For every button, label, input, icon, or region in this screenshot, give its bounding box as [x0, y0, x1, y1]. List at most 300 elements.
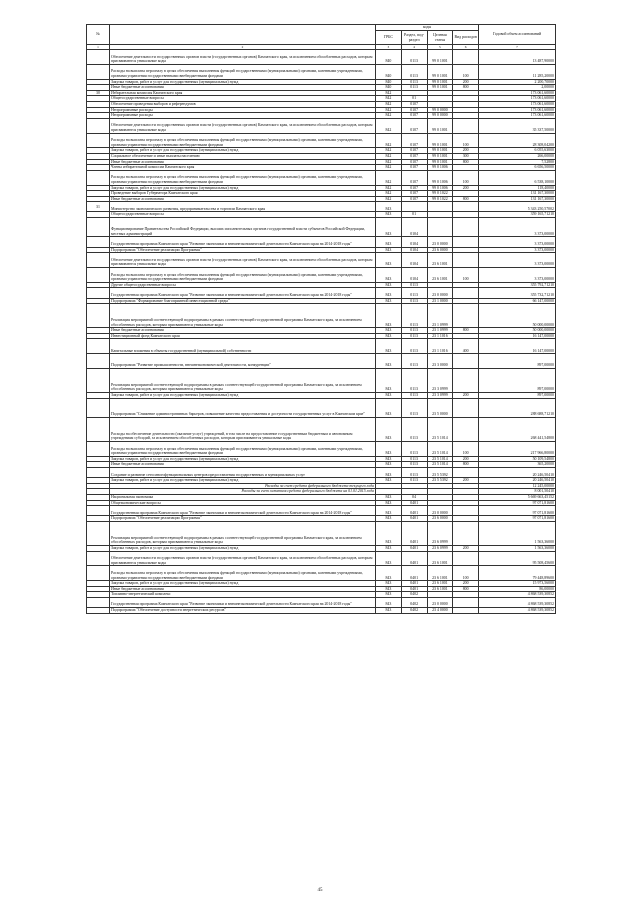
row-grbs: 843 [376, 237, 402, 247]
row-name: Функционирование Правительства Российской Федерации, высших исполнительных органов государственной власти субъектов Российской Федерации, местных администраций [110, 218, 376, 237]
row-razdel: 0401 [401, 581, 427, 587]
row-sum: 897,00000 [479, 354, 556, 369]
row-number [87, 118, 110, 133]
row-sum: 355 732,71210 [479, 288, 556, 298]
row-vid: 200 [453, 185, 479, 191]
row-name: Реализация мероприятий соответствующей подпрограммы в рамках соответствующей государственной программы Камчатского края, за исключением обособленных расходов, которым присваиваются уникальные коды [110, 369, 376, 393]
col-index: 4 [401, 45, 427, 50]
row-celevaya: 23 6 0000 [427, 247, 453, 253]
col-index: 7 [479, 45, 556, 50]
row-grbs: 843 [376, 282, 402, 288]
row-razdel: 0107 [401, 165, 427, 171]
table-row [87, 597, 556, 607]
row-vid [453, 417, 479, 441]
row-vid: 200 [453, 79, 479, 85]
row-grbs: 840 [376, 85, 402, 91]
row-razdel: 04 [401, 494, 427, 500]
row-sum: 16 147,00000 [479, 339, 556, 354]
row-vid [453, 521, 479, 545]
table-row [87, 202, 556, 212]
row-number [87, 339, 110, 354]
row-sum: 97 071,81600 [479, 516, 556, 522]
row-vid [453, 551, 479, 566]
row-name: Закупка товаров, работ и услуг для государственных (муниципальных) нужд [110, 581, 376, 587]
col-index: 6 [453, 45, 479, 50]
row-razdel [401, 202, 427, 212]
row-celevaya: 23 1 1016 [427, 333, 453, 339]
row-celevaya: 23 0 0000 [427, 288, 453, 298]
row-grbs: 840 [376, 64, 402, 79]
row-name: Подпрограмма "Обеспечение реализации Программы" [110, 247, 376, 253]
row-sum: 35 337,50000 [479, 118, 556, 133]
row-razdel: 0107 [401, 118, 427, 133]
col-vid-header: Вид расходов [453, 31, 479, 45]
row-number [87, 608, 110, 614]
col-celevaya-header: Целевая статья [427, 31, 453, 45]
row-name: Расходы на выплаты персоналу в целях обеспечения выполнения функций государственными (муниципальными) органами, казенными учреждениями, органами управления государственными внебюджетными фондами [110, 64, 376, 79]
row-sum: 118,40000 [479, 185, 556, 191]
row-razdel: 0402 [401, 597, 427, 607]
row-sum: 6 055,63000 [479, 148, 556, 154]
row-number [87, 170, 110, 185]
row-name: Закупка товаров, работ и услуг для государственных (муниципальных) нужд [110, 148, 376, 154]
row-sum: 365,20000 [479, 462, 556, 468]
row-name: Другие общегосударственные вопросы [110, 282, 376, 288]
row-sum: 11 285,20000 [479, 64, 556, 79]
row-number [87, 369, 110, 393]
row-razdel: 0113 [401, 467, 427, 477]
table-row [87, 398, 556, 417]
col-num-header: № [87, 25, 110, 45]
row-razdel: 0402 [401, 592, 427, 598]
row-name: Члены избирательной комиссии Камчатского края [110, 165, 376, 171]
row-vid: 800 [453, 85, 479, 91]
row-grbs: 843 [376, 586, 402, 592]
row-sum: 173 061,60000 [479, 90, 556, 96]
table-row [87, 417, 556, 441]
table-row [87, 566, 556, 581]
row-name: Иные бюджетные ассигнования [110, 586, 376, 592]
row-name: Инвестиционный фонд Камчатского края [110, 333, 376, 339]
row-razdel: 0401 [401, 516, 427, 522]
row-grbs: 843 [376, 398, 402, 417]
row-grbs: 843 [376, 304, 402, 328]
row-vid: 400 [453, 339, 479, 354]
row-name: Иные бюджетные ассигнования [110, 462, 376, 468]
row-number [87, 441, 110, 456]
row-name: Государственная программа Камчатского края "Развитие экономики и внешнеэкономической деятельности Камчатского края на 2014-2018 годы" [110, 237, 376, 247]
row-celevaya: 23 5 1014 [427, 417, 453, 441]
row-razdel: 0107 [401, 153, 427, 159]
row-vid [453, 218, 479, 237]
row-name: Расходы на выплаты персоналу в целях обеспечения выполнения функций государственными (муниципальными) органами, казенными учреждениями, органами управления государственными внебюджетными фондами [110, 170, 376, 185]
row-celevaya: 23 1 0999 [427, 328, 453, 334]
table-row [87, 369, 556, 393]
row-celevaya: 99 0 1001 [427, 85, 453, 91]
row-celevaya [427, 202, 453, 212]
row-celevaya: 99 0 1022 [427, 191, 453, 197]
row-grbs: 843 [376, 354, 402, 369]
row-vid [453, 304, 479, 328]
row-razdel: 0401 [401, 566, 427, 581]
row-name: Подпрограмма "Обеспечение доступности энергетических ресурсов" [110, 608, 376, 614]
col-index: 1 [87, 45, 110, 50]
row-name: Расходы на выплаты персоналу в целях обеспечения выполнения функций государственными (муниципальными) органами, казенными учреждениями, органами управления государственными внебюджетными фондами [110, 133, 376, 148]
row-vid [453, 237, 479, 247]
row-grbs: 842 [376, 196, 402, 202]
row-vid [453, 369, 479, 393]
row-name: Общегосударственные вопросы [110, 96, 376, 102]
row-sum: 50 109,54800 [479, 456, 556, 462]
row-number [87, 566, 110, 581]
row-name: Расходы на выплаты персоналу в целях обеспечения выполнения функций государственными (муниципальными) органами, казенными учреждениями, органами управления государственными внебюджетными фондами [110, 441, 376, 456]
row-name: Иные бюджетные ассигнования [110, 328, 376, 334]
row-name: Обеспечение деятельности государственных органов власти (государственных органов) Камчатского края, за исключением обособленных расходов, которым присваиваются уникальные коды [110, 50, 376, 65]
row-grbs: 843 [376, 494, 402, 500]
row-sum: 7,52800 [479, 159, 556, 165]
row-vid: 200 [453, 148, 479, 154]
row-sum: 217 966,80000 [479, 441, 556, 456]
table-row [87, 304, 556, 328]
row-name: Реализация мероприятий соответствующей подпрограммы в рамках соответствующей государственной программы Камчатского края, за исключением обособленных расходов, которым присваиваются уникальные коды [110, 521, 376, 545]
row-name: Непрограммные расходы [110, 113, 376, 119]
row-name: Расходы на обеспечение деятельности (оказание услуг) учреждений, в том числе на предоставление государственным бюджетным и автономным учреждениям субсидий, за исключением обособленных расходов, которым присваиваются уникальные коды [110, 417, 376, 441]
row-number [87, 218, 110, 237]
row-celevaya: 99 0 1001 [427, 133, 453, 148]
table-row [87, 339, 556, 354]
table-row [87, 506, 556, 516]
row-celevaya: 99 0 0000 [427, 107, 453, 113]
row-grbs: 843 [376, 333, 402, 339]
row-razdel: 0113 [401, 393, 427, 399]
row-sum: 131 167,30000 [479, 196, 556, 202]
table-row [87, 50, 556, 65]
row-sum: 97 071,81600 [479, 506, 556, 516]
table-row [87, 133, 556, 148]
row-grbs: 843 [376, 253, 402, 268]
row-celevaya: 23 6 1001 [427, 253, 453, 268]
row-grbs: 843 [376, 369, 402, 393]
row-celevaya: 99 0 1006 [427, 165, 453, 171]
row-sum: 50 000,00000 [479, 304, 556, 328]
row-sum: 4 868 539,30852 [479, 597, 556, 607]
row-grbs: 842 [376, 153, 402, 159]
row-celevaya: 23 1 1016 [427, 339, 453, 354]
row-name: Закупка товаров, работ и услуг для государственных (муниципальных) нужд [110, 393, 376, 399]
row-razdel: 0401 [401, 521, 427, 545]
table-row [87, 467, 556, 477]
row-vid [453, 202, 479, 212]
row-name: Обеспечение деятельности государственных органов власти (государственных органов) Камчатского края, за исключением обособленных расходов, которым присваиваются уникальные коды [110, 253, 376, 268]
row-number [87, 506, 110, 516]
row-grbs: 843 [376, 566, 402, 581]
row-name: Социальное обеспечение и иные выплаты населению [110, 153, 376, 159]
row-sum: 1 563,36000 [479, 545, 556, 551]
row-razdel: 0107 [401, 133, 427, 148]
row-razdel: 0402 [401, 608, 427, 614]
row-sum: 28 308,04200 [479, 133, 556, 148]
row-name: Расходы за счет остатков средств федерального бюджета на 01.01.2015 года [110, 489, 376, 495]
row-razdel: 0104 [401, 268, 427, 283]
row-vid: 100 [453, 64, 479, 79]
row-number [87, 253, 110, 268]
row-sum: 12 245,00000 [479, 483, 556, 489]
page-number: 45 [317, 888, 323, 893]
row-number: 30 [87, 90, 110, 96]
row-razdel: 0113 [401, 79, 427, 85]
row-vid [453, 597, 479, 607]
row-grbs: 842 [376, 101, 402, 107]
row-number [87, 133, 110, 148]
row-name: Обеспечение деятельности государственных органов власти (государственных органов) Камчатского края, за исключением обособленных расходов, которым присваиваются уникальные коды [110, 118, 376, 133]
row-name: Создание и развитие сети многофункциональных центров предоставления государственных и муниципальных услуг [110, 467, 376, 477]
row-vid: 100 [453, 441, 479, 456]
budget-rows [87, 50, 556, 614]
col-index: 3 [376, 45, 402, 50]
row-vid [453, 118, 479, 133]
row-celevaya: 99 0 1001 [427, 148, 453, 154]
row-number [87, 521, 110, 545]
table-row [87, 268, 556, 283]
row-celevaya: 99 0 1001 [427, 64, 453, 79]
row-razdel: 01 [401, 212, 427, 218]
row-razdel: 0107 [401, 191, 427, 197]
row-sum: 20 246,50410 [479, 478, 556, 484]
row-razdel: 0107 [401, 113, 427, 119]
row-sum: 16 147,00000 [479, 333, 556, 339]
row-grbs: 842 [376, 185, 402, 191]
row-grbs: 843 [376, 417, 402, 441]
row-razdel: 0401 [401, 545, 427, 551]
row-number [87, 237, 110, 247]
row-razdel: 0113 [401, 462, 427, 468]
table-row [87, 354, 556, 369]
row-grbs: 843 [376, 298, 402, 304]
row-name: Государственная программа Камчатского края "Развитие экономики и внешнеэкономической деятельности Камчатского края на 2014-2018 годы" [110, 288, 376, 298]
row-celevaya: 23 5 1014 [427, 441, 453, 456]
budget-page [86, 24, 556, 614]
row-celevaya: 23 6 1001 [427, 581, 453, 587]
row-name: Общегосударственные вопросы [110, 212, 376, 218]
row-grbs: 843 [376, 328, 402, 334]
row-razdel: 0113 [401, 354, 427, 369]
row-grbs: 843 [376, 551, 402, 566]
row-celevaya: 99 0 1001 [427, 50, 453, 65]
row-sum: 3 373,00000 [479, 237, 556, 247]
row-vid: 100 [453, 566, 479, 581]
row-name: Проведение выборов Губернатора Камчатского края [110, 191, 376, 197]
row-grbs: 843 [376, 467, 402, 477]
row-vid: 100 [453, 133, 479, 148]
row-number [87, 597, 110, 607]
row-sum: 173 061,60000 [479, 113, 556, 119]
row-grbs: 842 [376, 159, 402, 165]
table-row [87, 608, 556, 614]
row-sum: 20 246,50410 [479, 467, 556, 477]
row-sum: 86,00000 [479, 586, 556, 592]
row-grbs: 843 [376, 521, 402, 545]
row-vid [453, 50, 479, 65]
table-row [87, 253, 556, 268]
row-name: Реализация мероприятий соответствующей подпрограммы в рамках соответствующей государственной программы Камчатского края, за исключением обособленных расходов, которым присваиваются уникальные коды [110, 304, 376, 328]
row-vid [453, 608, 479, 614]
row-celevaya: 23 0 0000 [427, 506, 453, 516]
row-razdel: 0107 [401, 196, 427, 202]
row-grbs: 843 [376, 456, 402, 462]
row-vid: 800 [453, 159, 479, 165]
row-vid [453, 288, 479, 298]
row-sum: 3 373,00000 [479, 247, 556, 253]
row-grbs: 842 [376, 90, 402, 96]
row-name: Закупка товаров, работ и услуг для государственных (муниципальных) нужд [110, 456, 376, 462]
row-grbs: 842 [376, 191, 402, 197]
col-index: 2 [110, 45, 376, 50]
row-number [87, 304, 110, 328]
row-celevaya: 23 6 1001 [427, 586, 453, 592]
row-razdel: 01 [401, 96, 427, 102]
row-grbs: 842 [376, 107, 402, 113]
row-name: Обеспечение деятельности государственных органов власти (государственных органов) Камчатского края, за исключением обособленных расходов, которым присваиваются уникальные коды [110, 551, 376, 566]
row-celevaya: 23 4 0000 [427, 608, 453, 614]
row-grbs: 843 [376, 500, 402, 506]
row-sum: 131 167,30000 [479, 191, 556, 197]
row-number [87, 354, 110, 369]
row-sum: 897,00000 [479, 369, 556, 393]
row-name: Подпрограмма "Снижение административных барьеров, повышение качества предоставления и доступности государственных услуг в Камчатском крае" [110, 398, 376, 417]
row-sum: 5 343 250,57002 [479, 202, 556, 212]
row-grbs: 843 [376, 339, 402, 354]
row-celevaya: 23 6 0999 [427, 545, 453, 551]
row-grbs: 843 [376, 592, 402, 598]
row-name: Закупка товаров, работ и услуг для государственных (муниципальных) нужд [110, 478, 376, 484]
row-celevaya: 23 3 0000 [427, 354, 453, 369]
row-name: Закупка товаров, работ и услуг для государственных (муниципальных) нужд [110, 545, 376, 551]
row-sum: 4 868 539,30852 [479, 608, 556, 614]
row-celevaya: 23 1 0999 [427, 304, 453, 328]
codes-header: коды [376, 25, 479, 31]
row-razdel: 0113 [401, 333, 427, 339]
row-number [87, 50, 110, 65]
row-vid: 200 [453, 478, 479, 484]
row-celevaya: 99 0 1001 [427, 79, 453, 85]
row-sum: 266,00000 [479, 153, 556, 159]
table-row [87, 218, 556, 237]
row-grbs: 842 [376, 96, 402, 102]
row-grbs: 843 [376, 202, 402, 212]
table-row [87, 64, 556, 79]
row-razdel: 0107 [401, 159, 427, 165]
row-sum: 66 147,00000 [479, 298, 556, 304]
row-name: Подпрограмма "Формирование благоприятной инвестиционной среды" [110, 298, 376, 304]
row-name: Расходы на выплаты персоналу в целях обеспечения выполнения функций государственными (муниципальными) органами, казенными учреждениями, органами управления государственными внебюджетными фондами [110, 268, 376, 283]
row-grbs: 840 [376, 79, 402, 85]
row-celevaya: 99 0 1001 [427, 118, 453, 133]
row-grbs: 843 [376, 581, 402, 587]
budget-table [86, 24, 556, 614]
row-sum: 897,00000 [479, 393, 556, 399]
row-razdel: 0113 [401, 441, 427, 456]
row-name: Иные бюджетные ассигнования [110, 85, 376, 91]
row-grbs: 842 [376, 113, 402, 119]
row-razdel: 0107 [401, 185, 427, 191]
row-razdel: 0113 [401, 282, 427, 288]
row-vid: 100 [453, 170, 479, 185]
row-sum: 50 000,00000 [479, 328, 556, 334]
row-sum: 355 792,71210 [479, 282, 556, 288]
row-name: Расходы за счет средств федерального бюджета текущего года [110, 483, 376, 489]
col-name-header [110, 25, 376, 45]
row-celevaya: 99 0 1006 [427, 170, 453, 185]
row-number [87, 268, 110, 283]
row-razdel: 0107 [401, 170, 427, 185]
row-celevaya: 23 6 1001 [427, 268, 453, 283]
row-razdel: 0104 [401, 253, 427, 268]
row-celevaya: 23 6 1001 [427, 566, 453, 581]
row-name: Подпрограмма "Обеспечение реализации Программы" [110, 516, 376, 522]
row-razdel: 0113 [401, 339, 427, 354]
row-name: Закупка товаров, работ и услуг для государственных (муниципальных) нужд [110, 79, 376, 85]
row-grbs: 842 [376, 148, 402, 154]
row-name: Капитальные вложения в объекты государственной (муниципальной) собственности [110, 339, 376, 354]
row-vid [453, 354, 479, 369]
row-razdel: 0113 [401, 478, 427, 484]
col-razdel-header: Раздел, под-раздел [401, 31, 427, 45]
row-grbs: 843 [376, 478, 402, 484]
row-name: Подпрограмма "Развитие промышленности, внешнеэкономической деятельности, конкуренции" [110, 354, 376, 369]
row-grbs: 843 [376, 212, 402, 218]
row-razdel: 0113 [401, 417, 427, 441]
row-sum: 2 200,70000 [479, 79, 556, 85]
table-row [87, 288, 556, 298]
row-name: Министерство экономического развития, предпринимательства и торговли Камчатского края [110, 202, 376, 212]
row-razdel: 0107 [401, 101, 427, 107]
row-sum: 13 487,90000 [479, 50, 556, 65]
table-row [87, 118, 556, 133]
row-name: Закупка товаров, работ и услуг для государственных (муниципальных) нужд [110, 185, 376, 191]
row-celevaya: 23 5 1014 [427, 462, 453, 468]
row-vid: 800 [453, 586, 479, 592]
row-vid: 100 [453, 268, 479, 283]
row-vid: 800 [453, 328, 479, 334]
row-grbs: 843 [376, 545, 402, 551]
row-razdel: 0113 [401, 369, 427, 393]
row-celevaya: 23 1 0000 [427, 298, 453, 304]
row-celevaya: 99 0 1006 [427, 185, 453, 191]
row-grbs: 843 [376, 608, 402, 614]
row-sum: 4 868 539,30852 [479, 592, 556, 598]
row-vid: 200 [453, 456, 479, 462]
row-vid: 300 [453, 153, 479, 159]
row-sum: 3 373,00000 [479, 218, 556, 237]
row-sum: 173 061,60000 [479, 107, 556, 113]
row-sum: 3 373,00000 [479, 253, 556, 268]
table-row [87, 521, 556, 545]
row-grbs: 843 [376, 462, 402, 468]
row-sum: 8 001,50410 [479, 489, 556, 495]
row-sum: 15 973,56000 [479, 581, 556, 587]
row-razdel: 0107 [401, 107, 427, 113]
row-celevaya: 23 6 0000 [427, 516, 453, 522]
table-row [87, 441, 556, 456]
row-razdel: 0401 [401, 500, 427, 506]
row-vid [453, 398, 479, 417]
row-name: Топливно-энергетический комплекс [110, 592, 376, 598]
row-number [87, 417, 110, 441]
row-sum: 95 508,45600 [479, 551, 556, 566]
row-razdel: 0104 [401, 237, 427, 247]
row-razdel: 0113 [401, 456, 427, 462]
row-vid: 200 [453, 581, 479, 587]
